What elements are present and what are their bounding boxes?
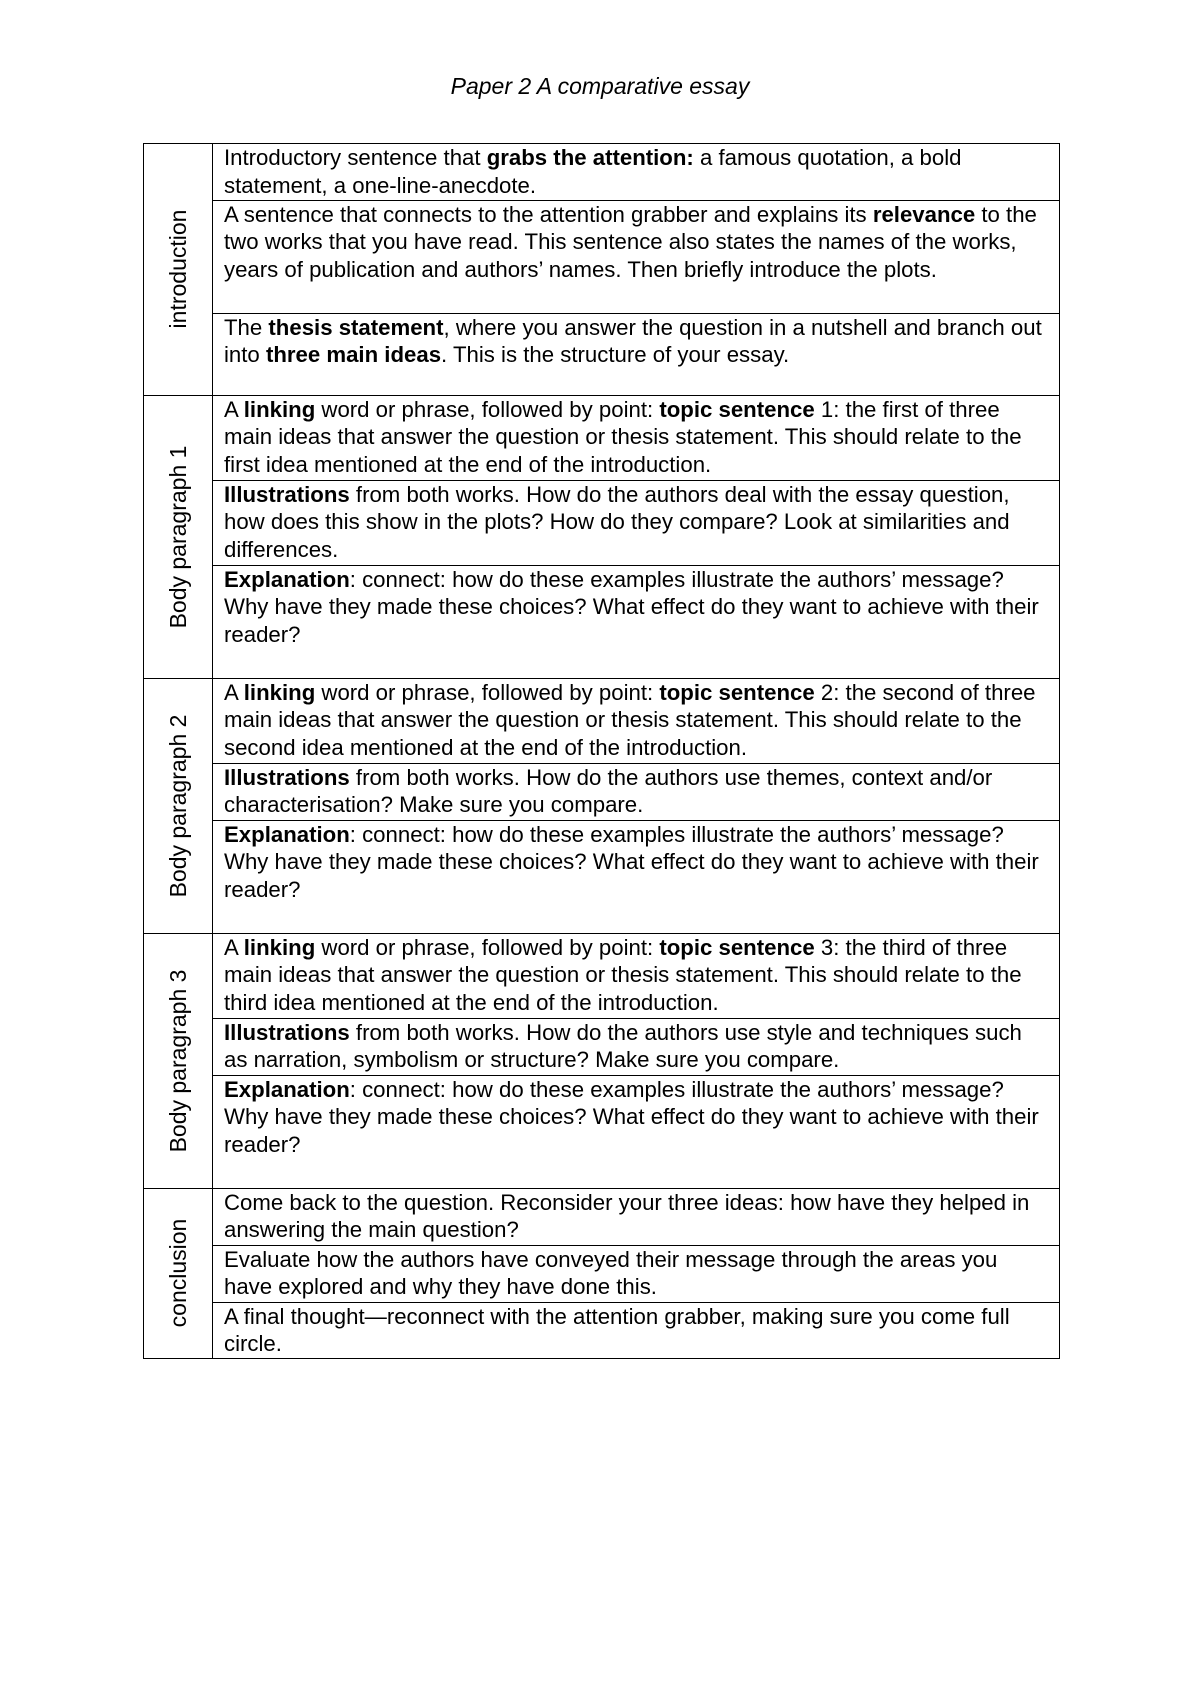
- table-row: [144, 313, 1060, 395]
- bold-key-term: Illustrations: [224, 1019, 350, 1045]
- section-label: Body paragraph 2: [165, 714, 191, 898]
- text-segment: from both works. How do the authors use style and techniques such as narration, symbolism or structure? Make sure you compare.: [224, 1019, 1022, 1073]
- bold-key-term: thesis statement: [268, 314, 444, 340]
- text-segment: word or phrase, followed by point:: [315, 396, 660, 422]
- content-cell: [213, 1302, 1060, 1359]
- table-row: [144, 678, 1060, 763]
- content-text: [224, 821, 1051, 904]
- text-segment: word or phrase, followed by point:: [315, 679, 660, 705]
- table-row: [144, 763, 1060, 820]
- text-segment: . This is the structure of your essay.: [441, 342, 790, 368]
- table-body: [144, 144, 1060, 1359]
- text-segment: , where you answer the question in a nutshell and branch out into: [224, 314, 1042, 368]
- content-text: [224, 1019, 1051, 1075]
- bold-key-term: three main ideas: [265, 342, 442, 368]
- section-cell-conclusion: [144, 1188, 213, 1359]
- text-segment: A: [224, 679, 244, 705]
- bold-key-term: linking: [243, 679, 316, 705]
- content-cell: [213, 1018, 1060, 1075]
- section-cell-body-paragraph-3: [144, 933, 213, 1188]
- table-row: [144, 1245, 1060, 1302]
- text-segment: word or phrase, followed by point:: [315, 934, 660, 960]
- essay-structure-table: [143, 143, 1060, 1359]
- table-row: [144, 933, 1060, 1018]
- content-cell: [213, 820, 1060, 933]
- section-label: introduction: [165, 209, 191, 329]
- content-cell: [213, 200, 1060, 313]
- section-label: Body paragraph 3: [165, 969, 191, 1153]
- table-row: [144, 480, 1060, 565]
- text-segment: A: [224, 396, 244, 422]
- section-cell-body-paragraph-2: [144, 678, 213, 933]
- bold-key-term: topic sentence: [659, 934, 815, 960]
- table-row: [144, 1018, 1060, 1075]
- section-cell-body-paragraph-1: [144, 395, 213, 678]
- content-cell: [213, 678, 1060, 763]
- bold-key-term: relevance: [872, 201, 976, 227]
- text-segment: 3: the third of three main ideas that answer the question or thesis statement. This should relate to the third idea mentioned at the end of the introduction.: [224, 934, 1022, 1016]
- table-row: [144, 1302, 1060, 1359]
- text-segment: from both works. How do the authors use themes, context and/or characterisation? Make sure you compare.: [224, 764, 993, 818]
- bold-key-term: Explanation: [224, 821, 350, 847]
- content-text: [224, 144, 1051, 200]
- text-segment: to the two works that you have read. This sentence also states the names of the works, years of publication and authors’ names. Then briefly introduce the plots.: [224, 201, 1037, 283]
- bold-key-term: grabs the attention:: [486, 145, 694, 170]
- content-cell: [213, 144, 1060, 201]
- text-segment: Come back to the question. Reconsider your three ideas: how have they helped in answering the main question?: [224, 1189, 1030, 1243]
- text-segment: The: [224, 314, 269, 340]
- text-segment: : connect: how do these examples illustrate the authors’ message? Why have they made these choices? What effect do they want to achieve with their reader?: [224, 1076, 1039, 1158]
- content-text: [224, 481, 1051, 564]
- section-label: conclusion: [165, 1219, 191, 1328]
- text-segment: 1: the first of three main ideas that answer the question or thesis statement. This should relate to the first idea mentioned at the end of the introduction.: [224, 396, 1022, 478]
- text-segment: Introductory sentence that: [224, 145, 487, 170]
- content-cell: [213, 395, 1060, 480]
- bold-key-term: linking: [243, 934, 316, 960]
- content-text: [224, 1076, 1051, 1159]
- section-cell-introduction: [144, 144, 213, 396]
- page-title: Paper 2 A comparative essay: [450, 73, 750, 99]
- text-segment: Evaluate how the authors have conveyed their message through the areas you have explored and why they have done this.: [224, 1246, 998, 1300]
- text-segment: A: [224, 934, 244, 960]
- content-text: [224, 1303, 1051, 1359]
- content-text: [224, 314, 1051, 370]
- content-cell: [213, 1245, 1060, 1302]
- table-row: [144, 395, 1060, 480]
- bold-key-term: topic sentence: [659, 679, 815, 705]
- content-text: [224, 1189, 1051, 1245]
- table-row: [144, 565, 1060, 678]
- content-text: [224, 934, 1051, 1017]
- text-segment: 2: the second of three main ideas that answer the question or thesis statement. This should relate to the second idea mentioned at the end of the introduction.: [224, 679, 1036, 761]
- table-row: [144, 1188, 1060, 1245]
- content-text: [224, 566, 1051, 649]
- content-cell: [213, 933, 1060, 1018]
- text-segment: from both works. How do the authors deal with the essay question, how does this show in the plots? How do they compare? Look at similarities and differences.: [224, 481, 1010, 563]
- bold-key-term: topic sentence: [659, 396, 815, 422]
- table-row: [144, 144, 1060, 201]
- text-segment: a famous quotation, a bold statement, a one-line-anecdote.: [224, 145, 962, 198]
- content-text: [224, 764, 1051, 820]
- content-cell: [213, 763, 1060, 820]
- text-segment: A final thought—reconnect with the attention grabber, making sure you come full circle.: [224, 1303, 1010, 1357]
- content-text: [224, 679, 1051, 762]
- content-text: [224, 1246, 1051, 1302]
- content-text: [224, 396, 1051, 479]
- text-segment: : connect: how do these examples illustrate the authors’ message? Why have they made these choices? What effect do they want to achieve with their reader?: [224, 821, 1039, 903]
- table-row: [144, 200, 1060, 313]
- text-segment: : connect: how do these examples illustrate the authors’ message? Why have they made these choices? What effect do they want to achieve with their reader?: [224, 566, 1039, 648]
- text-segment: A sentence that connects to the attention grabber and explains its: [224, 201, 873, 227]
- bold-key-term: Explanation: [224, 566, 350, 592]
- table-row: [144, 1075, 1060, 1188]
- content-cell: [213, 480, 1060, 565]
- section-label: Body paragraph 1: [165, 445, 191, 629]
- content-cell: [213, 565, 1060, 678]
- bold-key-term: Explanation: [224, 1076, 350, 1102]
- content-cell: [213, 1075, 1060, 1188]
- table-row: [144, 820, 1060, 933]
- bold-key-term: linking: [243, 396, 316, 422]
- content-text: [224, 201, 1051, 284]
- bold-key-term: Illustrations: [224, 481, 350, 507]
- content-cell: [213, 313, 1060, 395]
- bold-key-term: Illustrations: [224, 764, 350, 790]
- content-cell: [213, 1188, 1060, 1245]
